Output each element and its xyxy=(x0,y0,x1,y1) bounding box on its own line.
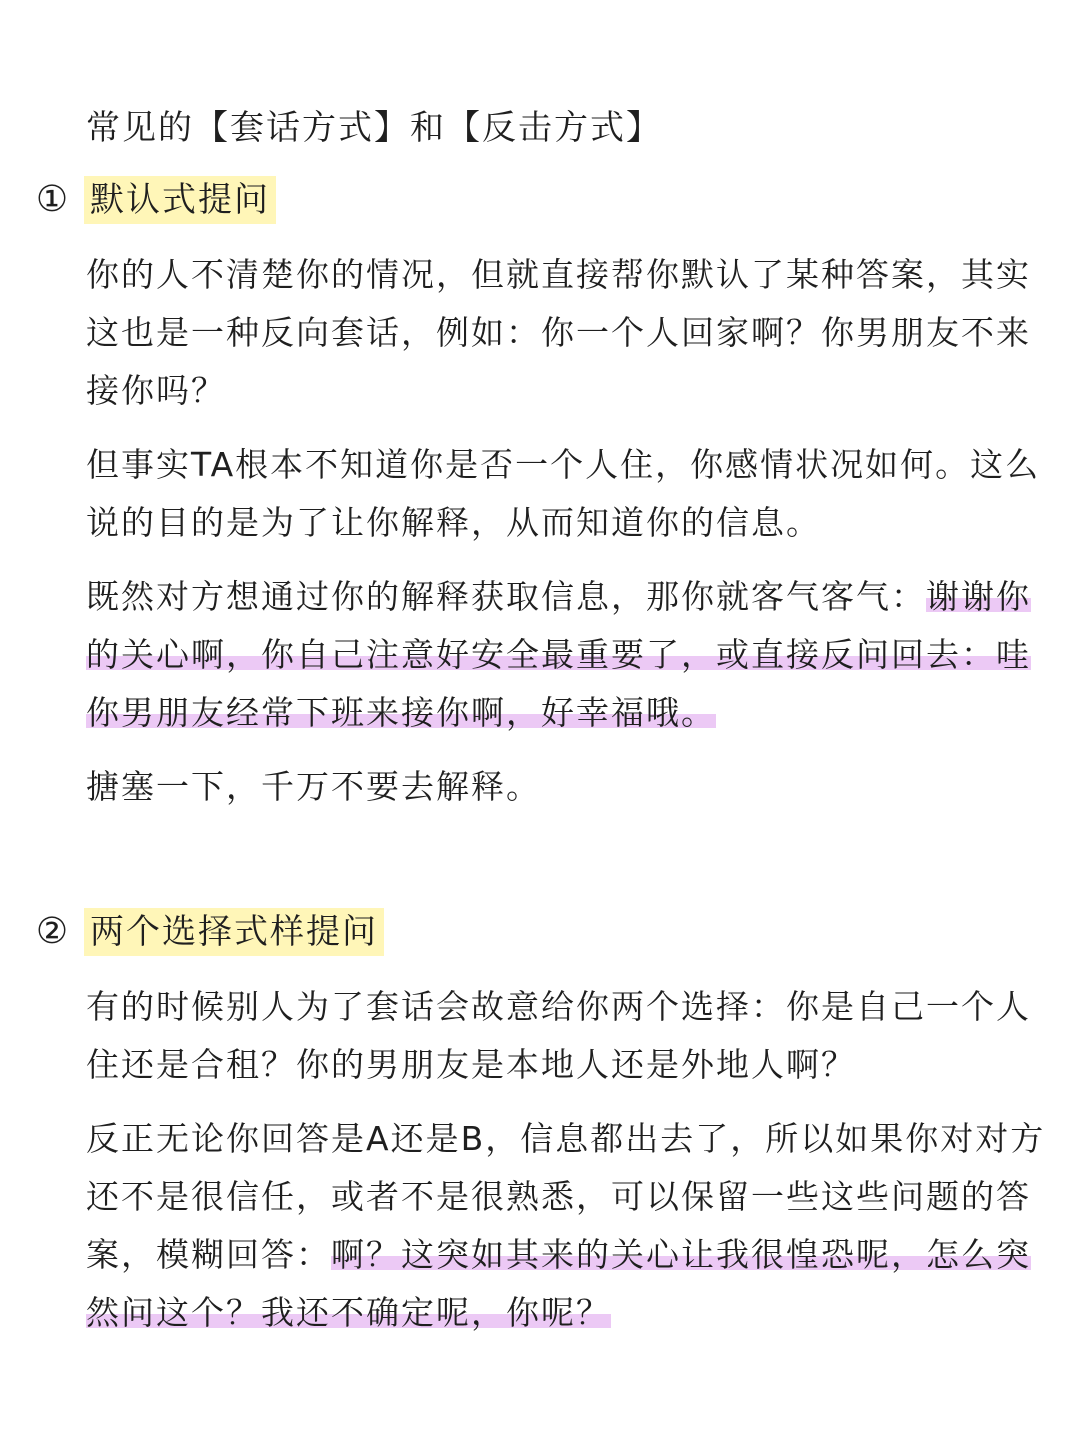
section-title-1: 默认式提问 xyxy=(84,176,276,224)
page-title: 常见的【套话方式】和【反击方式】 xyxy=(86,108,662,148)
paragraph-text: 既然对方想通过你的解释获取信息，那你就客气客气： xyxy=(86,577,926,616)
highlighted-answer: 谢谢你的关心啊，你自己注意好安全最重要了，或直接反问回去：哇你男朋友经常下班来接你啊，好幸福哦。 xyxy=(86,577,1031,732)
section-heading-1 xyxy=(30,172,276,228)
paragraph-1-4 xyxy=(86,758,1046,816)
paragraph-1-2 xyxy=(86,436,1046,552)
paragraph-1-1 xyxy=(86,246,1046,420)
section-number-1: ① xyxy=(35,179,69,220)
paragraph-2-2 xyxy=(86,1110,1046,1342)
paragraph-text: 反正无论你回答是A还是B，信息都出去了，所以如果你对对方还不是很信任，或者不是很熟悉，可以保留一些这些问题的答案，模糊回答： xyxy=(86,1119,1046,1274)
paragraph-text: 搪塞一下，千万不要去解释。 xyxy=(86,767,541,806)
paragraph-text: 有的时候别人为了套话会故意给你两个选择：你是自己一个人住还是合租？你的男朋友是本地人还是外地人啊？ xyxy=(86,987,1031,1084)
section-title-2: 两个选择式样提问 xyxy=(84,908,384,956)
paragraph-1-3 xyxy=(86,568,1046,742)
paragraph-text: 但事实TA根本不知道你是否一个人住，你感情状况如何。这么说的目的是为了让你解释，从而知道你的信息。 xyxy=(86,445,1041,542)
section-number-2: ② xyxy=(35,911,69,952)
section-heading-2 xyxy=(30,904,384,960)
paragraph-text: 你的人不清楚你的情况，但就直接帮你默认了某种答案，其实这也是一种反向套话，例如：你一个人回家啊？你男朋友不来接你吗？ xyxy=(86,255,1031,410)
highlighted-answer: 啊？这突如其来的关心让我很惶恐呢，怎么突然问这个？我还不确定呢，你呢？ xyxy=(86,1235,1031,1332)
paragraph-2-1 xyxy=(86,978,1046,1094)
